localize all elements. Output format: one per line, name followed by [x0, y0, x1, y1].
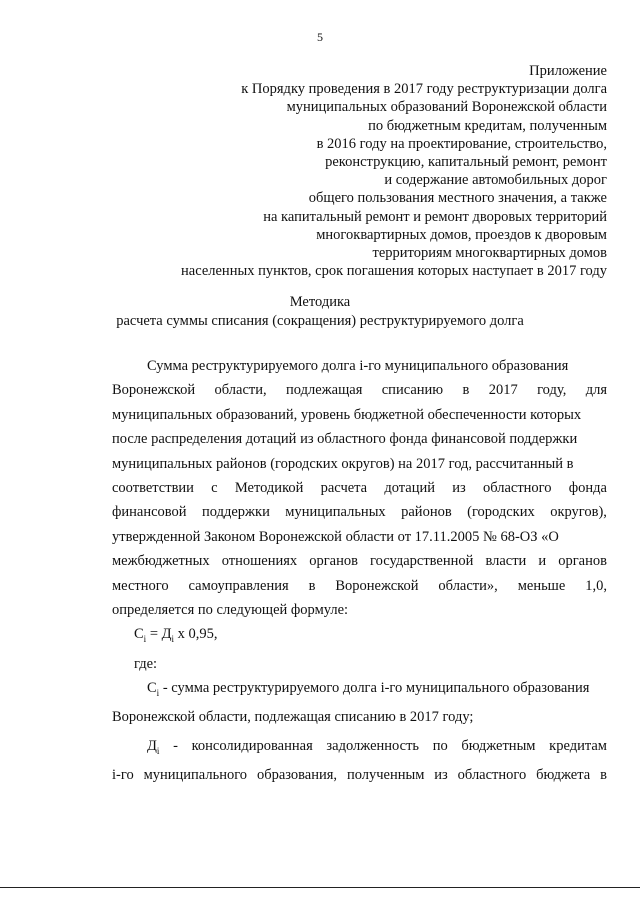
word: списанию	[381, 382, 444, 399]
word: консолидированная	[191, 737, 313, 754]
word: и	[538, 553, 547, 570]
appendix-line: и содержание автомобильных дорог	[384, 172, 607, 189]
page-number: 5	[317, 30, 323, 44]
title-subheading: расчета суммы списания (сокращения) реструктурируемого долга	[116, 312, 524, 329]
appendix-line: общего пользования местного значения, а также	[308, 190, 607, 207]
word: самоуправления	[188, 577, 289, 594]
word: для	[585, 382, 607, 399]
appendix-line: на капитальный ремонт и ремонт дворовых территорий	[263, 208, 607, 225]
word: органов	[558, 553, 607, 570]
word: муниципального	[143, 767, 248, 784]
word: меньше	[517, 577, 566, 594]
appendix-line: по бюджетным кредитам, полученным	[368, 117, 607, 134]
body-line-justified	[112, 500, 607, 524]
word: местного	[112, 577, 169, 594]
definition-symbol-sub: i	[156, 745, 160, 756]
where-label: где:	[134, 655, 158, 672]
body-line: утвержденной Законом Воронежской области от 17.11.2005 № 68-ОЗ «О	[112, 528, 559, 545]
formula	[112, 622, 607, 651]
word: соответствии	[112, 480, 194, 497]
word: полученным	[346, 767, 425, 784]
formula-lhs-sub: i	[143, 634, 147, 645]
word: в	[600, 767, 607, 784]
formula-lhs: С	[134, 626, 144, 643]
word: расчета	[320, 480, 368, 497]
word: областного	[457, 767, 527, 784]
word: дотаций	[384, 480, 436, 497]
word: финансовой	[112, 504, 187, 521]
body-line-justified	[112, 763, 607, 787]
word: поддержки	[202, 504, 270, 521]
document-body	[112, 354, 607, 788]
word: округов),	[550, 504, 607, 521]
definition-symbol-group	[147, 734, 159, 763]
body-line-justified	[112, 574, 607, 598]
word: областного	[482, 480, 552, 497]
body-line: муниципальных образований, уровень бюджетной обеспеченности которых	[112, 406, 582, 423]
body-line: муниципальных районов (городских округов) на 2017 год, рассчитанный в	[112, 455, 574, 472]
appendix-line: в 2016 году на проектирование, строительство,	[316, 135, 607, 152]
word: отношениях	[221, 553, 298, 570]
definition-c-line2: Воронежской области, подлежащая списанию в 2017 году;	[112, 709, 474, 726]
word: области,	[214, 382, 267, 399]
word: из	[434, 767, 448, 784]
word: i-го	[112, 767, 134, 784]
word: органов	[309, 553, 358, 570]
word: власти	[485, 553, 527, 570]
appendix-header	[181, 62, 607, 280]
word: из	[452, 480, 466, 497]
word: 1,0,	[585, 577, 607, 594]
word: муниципальных	[285, 504, 386, 521]
definition-c-line1	[112, 676, 607, 705]
appendix-line: территориям многоквартирных домов	[372, 245, 607, 262]
formula-rhs-sub: i	[171, 634, 175, 645]
word: с	[211, 480, 218, 497]
word: в	[308, 577, 316, 594]
word: бюджета	[536, 767, 591, 784]
word: области»,	[438, 577, 498, 594]
word: подлежащая	[286, 382, 363, 399]
word: фонда	[568, 480, 607, 497]
title-heading: Методика	[289, 294, 351, 310]
body-line: после распределения дотаций из областного фонда финансовой поддержки	[112, 431, 578, 448]
word: Воронежской	[335, 577, 419, 594]
definition-d-line1	[112, 734, 607, 763]
definition-symbol-sub: i	[156, 688, 160, 699]
word: -	[173, 737, 178, 754]
body-line: Сумма реструктурируемого долга i-го муниципального образования	[147, 358, 569, 374]
definition-symbol: Д	[147, 737, 157, 754]
definition-symbol: С	[147, 680, 157, 697]
appendix-line: населенных пунктов, срок погашения которых наступает в 2017 году	[181, 263, 607, 280]
appendix-line: Приложение	[529, 63, 607, 79]
body-line: определяется по следующей формуле:	[112, 602, 349, 619]
appendix-line: многоквартирных домов, проездов к дворовым	[316, 226, 607, 243]
footer-divider	[0, 887, 640, 888]
appendix-line: к Порядку проведения в 2017 году реструктуризации долга	[241, 81, 607, 98]
body-line-justified	[112, 549, 607, 573]
word: межбюджетных	[112, 553, 210, 570]
body-line-justified	[112, 476, 607, 500]
word: задолженность	[326, 737, 420, 754]
appendix-line: муниципальных образований Воронежской области	[286, 99, 607, 116]
word: 2017	[488, 382, 518, 399]
formula-rest: x 0,95,	[174, 626, 218, 643]
word: Воронежской	[112, 382, 196, 399]
word: (городских	[467, 504, 535, 521]
word: году,	[537, 382, 567, 399]
word: в	[462, 382, 470, 399]
appendix-line: реконструкцию, капитальный ремонт, ремонт	[325, 154, 607, 171]
word: образования,	[256, 767, 338, 784]
word: государственной	[370, 553, 474, 570]
word: по	[432, 737, 448, 754]
word: кредитам	[549, 737, 607, 754]
formula-eq: = Д	[146, 626, 172, 643]
body-line-justified	[112, 378, 607, 402]
word: районов	[401, 504, 452, 521]
definition-text: - сумма реструктурируемого долга i-го муниципального образования	[159, 680, 590, 697]
word: бюджетным	[461, 737, 536, 754]
document-title	[0, 293, 640, 330]
word: Методикой	[234, 480, 304, 497]
